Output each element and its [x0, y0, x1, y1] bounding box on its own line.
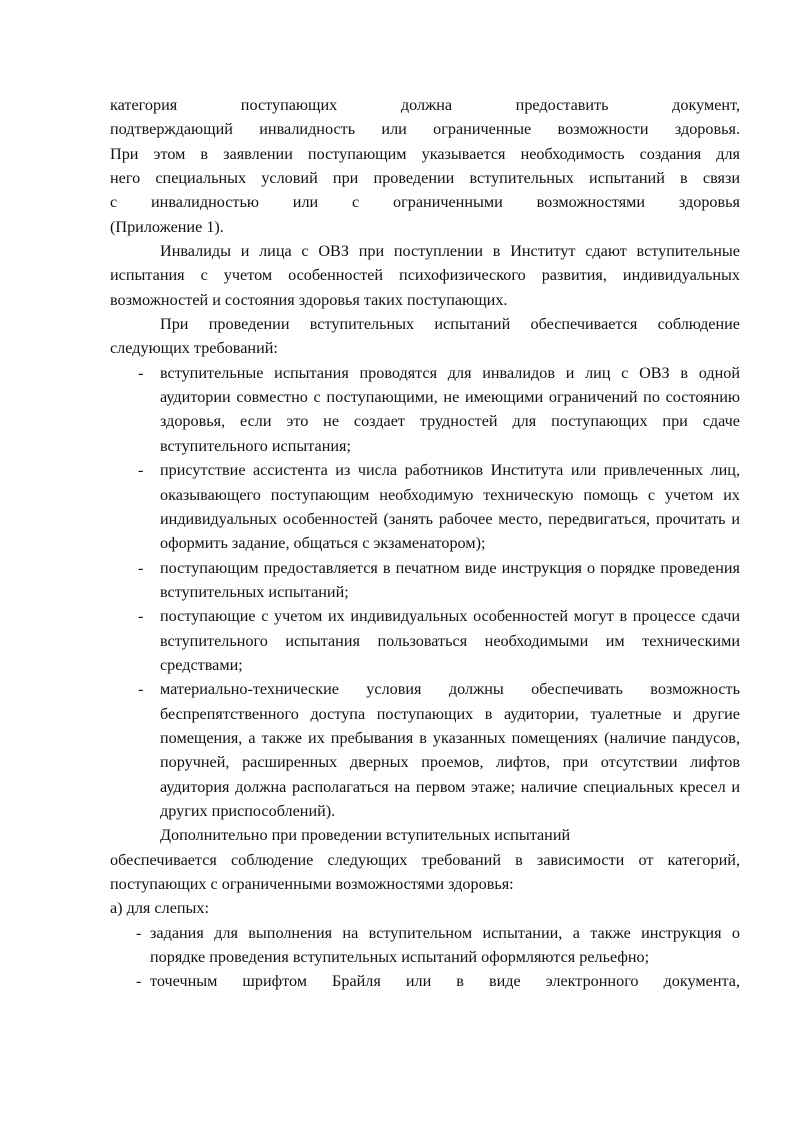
paragraph-additional-requirements: [110, 823, 740, 896]
text-line: (Приложение 1).: [110, 217, 224, 236]
paragraph-requirements-intro: При проведении вступительных испытаний обеспечивается соблюдение следующих требований:: [110, 315, 740, 358]
document-page: [110, 93, 740, 994]
list-item-text: вступительные испытания проводятся для инвалидов и лиц с ОВЗ в одной аудитории совместно с поступающими, не имеющими ограничений по состоянию здоровья, если это не создает трудностей для поступающих при сдаче вступительного испытания;: [160, 363, 740, 455]
requirements-list: [110, 361, 740, 824]
paragraph-documents: [110, 93, 740, 239]
list-item: [110, 361, 740, 458]
paragraph-disabled-applicants: Инвалиды и лица с ОВЗ при поступлении в Институт сдают вступительные испытания с учетом особенностей психофизического развития, индивидуальных возможностей и состояния здоровья таких поступающих.: [110, 242, 740, 309]
list-marker: -: [138, 607, 144, 626]
list-marker: -: [138, 680, 144, 699]
list-item-text: поступающим предоставляется в печатном виде инструкция о порядке проведения вступительных испытаний;: [160, 558, 740, 601]
list-item-text: точечным шрифтом Брайля или в виде электронного документа,: [150, 972, 740, 991]
text-line: категория поступающих должна предоставить документ,: [110, 96, 740, 114]
list-item: [110, 677, 740, 823]
list-marker: -: [138, 558, 144, 577]
list-item-text: материально-технические условия должны обеспечивать возможность беспрепятственного доступа поступающих в аудитории, туалетные и другие помещения, а также их пребывания в указанных помещениях (наличие пандусов, поручней, расширенных дверных проемов, лифтов, при отсутствии лифтов аудитория должна располагаться на первом этаже; наличие специальных кресел и других приспособлений).: [160, 680, 740, 820]
list-item: [110, 969, 740, 993]
list-marker: -: [138, 363, 144, 382]
text-line: При этом в заявлении поступающим указывается необходимость создания для: [110, 144, 740, 163]
text-line: Дополнительно при проведении вступительных испытаний: [160, 826, 571, 845]
text-line: него специальных условий при проведении вступительных испытаний в связи: [110, 169, 740, 188]
text-block: обеспечивается соблюдение следующих требований в зависимости от категорий, поступающих с ограниченными возможностями здоровья:: [110, 850, 740, 893]
list-marker: -: [136, 923, 142, 942]
list-item: [110, 556, 740, 605]
list-item: [110, 458, 740, 555]
subsection-blind: [110, 896, 740, 993]
list-item: [110, 604, 740, 677]
text-line: с инвалидностью или с ограниченными возможностями здоровья: [110, 193, 740, 212]
text-line: подтверждающий инвалидность или ограниченные возможности здоровья.: [110, 120, 740, 139]
list-item: [110, 921, 740, 970]
list-item-text: задания для выполнения на вступительном испытании, а также инструкция о порядке проведения вступительных испытаний оформляются рельефно;: [150, 923, 740, 967]
list-item-text: присутствие ассистента из числа работников Института или привлеченных лиц, оказывающего поступающим необходимую техническую помощь с учетом их индивидуальных особенностей (занять рабочее место, передвигаться, прочитать и оформить задание, общаться с экзаменатором);: [160, 461, 740, 553]
list-item-text: поступающие с учетом их индивидуальных особенностей могут в процессе сдачи вступительного испытания пользоваться необходимыми им техническими средствами;: [160, 607, 740, 674]
list-marker: -: [138, 461, 144, 480]
list-marker: -: [136, 972, 142, 991]
subsection-label: а) для слепых:: [110, 899, 210, 918]
